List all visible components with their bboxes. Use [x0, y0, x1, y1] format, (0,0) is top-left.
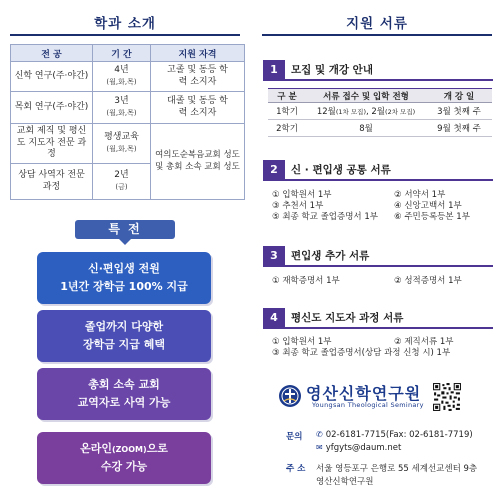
address-line-1: 서울 영등포구 은행로 55 세계선교센터 9층	[316, 464, 478, 474]
inquiry-label: 문의	[286, 432, 303, 442]
major-cell: 신학 연구(주·야간)	[11, 62, 93, 92]
section-title-department	[10, 12, 240, 32]
course-table	[10, 44, 245, 200]
qual-cell: 여의도순복음교회 성도 및 총회 소속 교회 성도	[151, 124, 245, 200]
apply-cell: 12월(1차 모집), 2월(2차 모집)	[306, 103, 426, 120]
benefit-line: 온라인(ZOOM)으로	[80, 442, 168, 456]
col-period: 기 간	[93, 45, 151, 62]
term-cell: 1학기	[268, 103, 306, 120]
seminary-english-name: Youngsan Theological Seminary	[312, 401, 424, 409]
step-header-leader-docs	[263, 308, 493, 328]
major-cell: 교회 제직 및 평신도 지도자 전문 과정	[11, 124, 93, 164]
title-underline	[262, 34, 492, 36]
benefit-line: 신·편입생 전원	[88, 262, 160, 276]
major-cell: 목회 연구(주·야간)	[11, 92, 93, 124]
documents-title-text: 지원 서류	[346, 16, 408, 32]
table-row	[268, 103, 492, 120]
address-line-2: 영산신학연구원	[316, 477, 374, 487]
list-item: ⑤ 최종 학교 졸업증명서 1부 ⑥ 주민등록등본 1부	[272, 212, 470, 222]
apply-cell: 8월	[306, 120, 426, 137]
section-title-documents	[262, 12, 492, 32]
benefit-line: 총회 소속 교회	[88, 378, 160, 392]
table-row	[11, 124, 245, 164]
email-address[interactable]: ✉ yfgyts@daum.net	[316, 443, 402, 453]
benefit-line: 졸업까지 다양한	[84, 320, 164, 334]
start-cell: 9월 첫째 주	[426, 120, 492, 137]
start-cell: 3월 첫째 주	[426, 103, 492, 120]
step-number: 3	[263, 246, 285, 266]
department-title-text: 학과 소개	[94, 16, 156, 32]
step-rule	[263, 265, 493, 267]
common-docs-list	[272, 190, 494, 223]
benefit-line: 장학금 지급 혜택	[82, 338, 166, 351]
step-header-transfer-docs	[263, 246, 493, 266]
schedule-header-row	[268, 89, 492, 103]
col-apply: 서류 접수 및 입학 전형	[306, 89, 426, 103]
step-number: 2	[263, 160, 285, 180]
list-item: ① 재학증명서 1부 ② 성적증명서 1부	[272, 276, 462, 286]
benefit-line: 1년간 장학금 100% 지급	[60, 280, 188, 293]
list-item: ① 입학원서 1부 ② 제직서류 1부	[272, 337, 454, 347]
step-number: 1	[263, 60, 285, 80]
step-number: 4	[263, 308, 285, 328]
email-icon: ✉	[316, 443, 323, 452]
period-cell: 2년 (금)	[93, 164, 151, 200]
transfer-docs-list	[272, 276, 494, 287]
benefit-card-online	[37, 432, 211, 484]
step-header-schedule	[263, 60, 493, 80]
qual-cell: 대졸 및 동등 학력 소지자	[151, 92, 245, 124]
table-row	[11, 92, 245, 124]
step-label: 모집 및 개강 안내	[291, 64, 373, 76]
address-label: 주 소	[286, 464, 306, 474]
period-cell: 평생교육 (월,화,목)	[93, 124, 151, 164]
list-item: ③ 추천서 1부 ④ 신앙고백서 1부	[272, 201, 462, 211]
phone-icon: ✆	[316, 430, 323, 439]
list-item: ① 입학원서 1부 ② 서약서 1부	[272, 190, 446, 200]
period-cell: 4년 (월,화,목)	[93, 62, 151, 92]
qual-cell: 고졸 및 동등 학력 소지자	[151, 62, 245, 92]
phone-number: ✆ 02-6181-7715(Fax: 02-6181-7719)	[316, 430, 473, 440]
benefit-card-ministry	[37, 368, 211, 420]
step-label: 평신도 지도자 과정 서류	[291, 312, 404, 324]
table-row	[268, 120, 492, 137]
step-rule	[263, 79, 493, 81]
col-term: 구 분	[268, 89, 306, 103]
table-row	[11, 62, 245, 92]
benefit-line: 수강 가능	[100, 460, 148, 473]
special-benefits-title: 특 전	[75, 220, 175, 239]
col-start: 개 강 일	[426, 89, 492, 103]
col-qualification: 지원 자격	[151, 45, 245, 62]
seminary-emblem-icon	[278, 384, 302, 408]
leader-docs-list	[272, 337, 494, 359]
step-header-common-docs	[263, 160, 493, 180]
step-label: 신 · 편입생 공통 서류	[291, 164, 391, 176]
seminary-name: 영산신학연구원	[306, 384, 422, 403]
period-cell: 3년 (월,화,목)	[93, 92, 151, 124]
step-rule	[263, 179, 493, 181]
col-major: 전 공	[11, 45, 93, 62]
qr-code-icon	[432, 382, 462, 412]
term-cell: 2학기	[268, 120, 306, 137]
benefit-card-scholarship	[37, 252, 211, 304]
list-item: ③ 최종 학교 졸업증명서(상담 과정 신청 시) 1부	[272, 348, 451, 358]
step-label: 편입생 추가 서류	[291, 250, 370, 262]
schedule-table	[268, 88, 492, 137]
major-cell: 상담 사역자 전문 과정	[11, 164, 93, 200]
title-underline	[10, 34, 240, 36]
table-header-row	[11, 45, 245, 62]
step-rule	[263, 327, 493, 329]
benefit-card-various-scholarships	[37, 310, 211, 362]
benefit-line: 교역자로 사역 가능	[77, 396, 171, 409]
